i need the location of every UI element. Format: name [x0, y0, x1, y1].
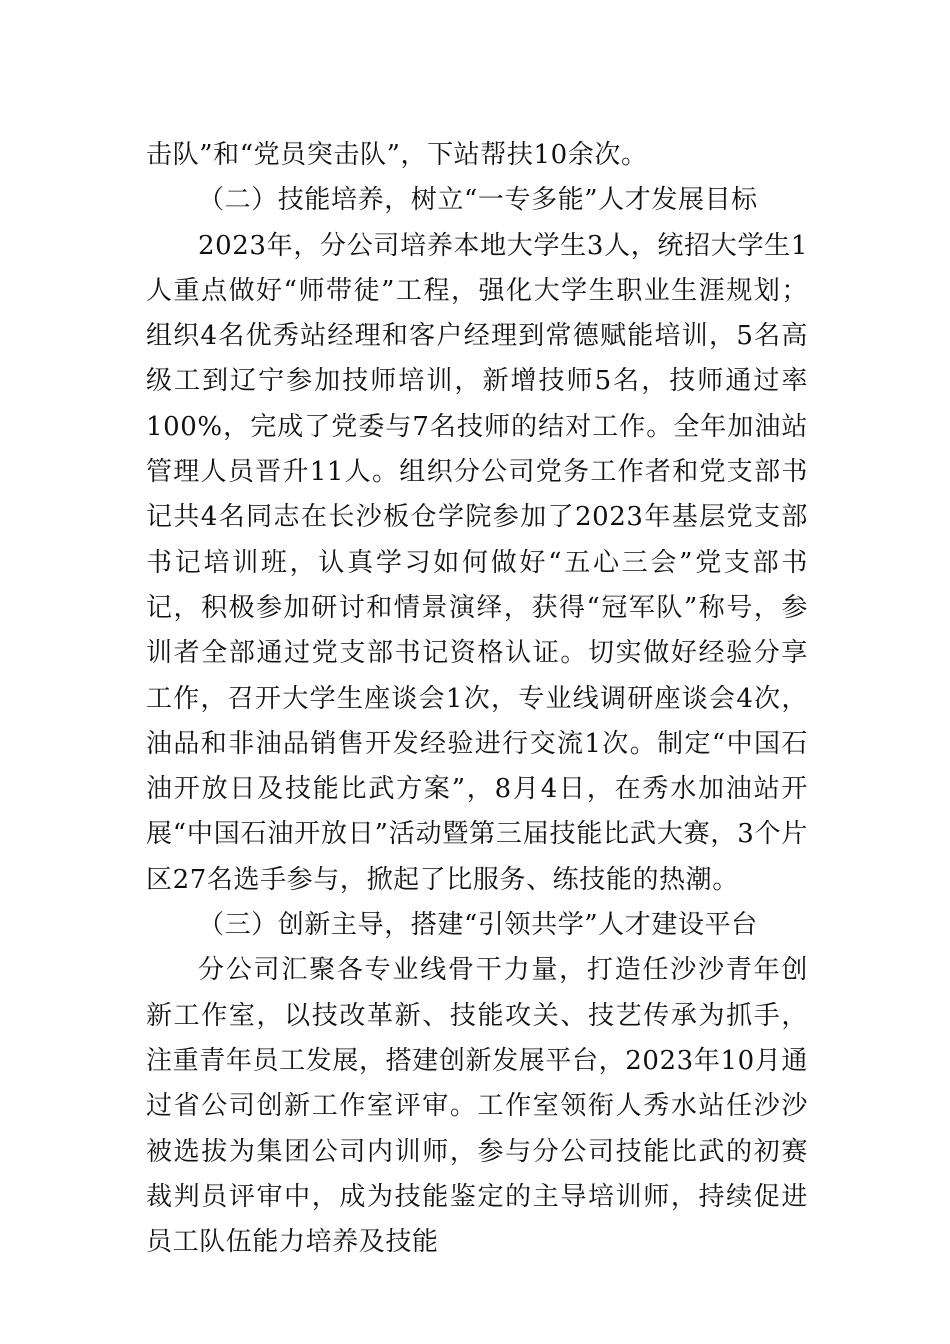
paragraph-skills-training: 2023年，分公司培养本地大学生3人，统招大学生1人重点做好“师带徒”工程，强化大学生职业生涯规划；组织4名优秀站经理和客户经理到常德赋能培训，5名高级工到辽宁参加技师培训，新增技师5名，技师通过率100%，完成了党委与7名技师的结对工作。全年加油站管理人员晋升11人。组织分公司党务工作者和党支部书记共4名同志在长沙板仓学院参加了2023年基层党支部书记培训班，认真学习如何做好“五心三会”党支部书记，积极参加研讨和情景演绎，获得“冠军队”称号，参训者全部通过党支部书记资格认证。切实做好经验分享工作，召开大学生座谈会1次，专业线调研座谈会4次，油品和非油品销售开发经验进行交流1次。制定“中国石油开放日及技能比武方案”，8月4日，在秀水加油站开展“中国石油开放日”活动暨第三届技能比武大赛，3个片区27名选手参与，掀起了比服务、练技能的热潮。	[146, 230, 808, 895]
document-body	[146, 133, 808, 1265]
paragraph-continuation: 击队”和“党员突击队”，下站帮扶10余次。	[146, 140, 648, 170]
paragraph-innovation: 分公司汇聚各专业线骨干力量，打造任沙沙青年创新工作室，以技改革新、技能攻关、技艺传承为抓手，注重青年员工发展，搭建创新发展平台，2023年10月通过省公司创新工作室评审。工作室领衔人秀水站任沙沙被选拔为集团公司内训师，参与分公司技能比武的初赛裁判员评审中，成为技能鉴定的主导培训师，持续促进员工队伍能力培养及技能	[146, 955, 808, 1258]
section-heading-innovation: （三）创新主导，搭建“引领共学”人才建设平台	[198, 910, 758, 941]
section-heading-skills-training: （二）技能培养，树立“一专多能”人才发展目标	[198, 185, 758, 216]
